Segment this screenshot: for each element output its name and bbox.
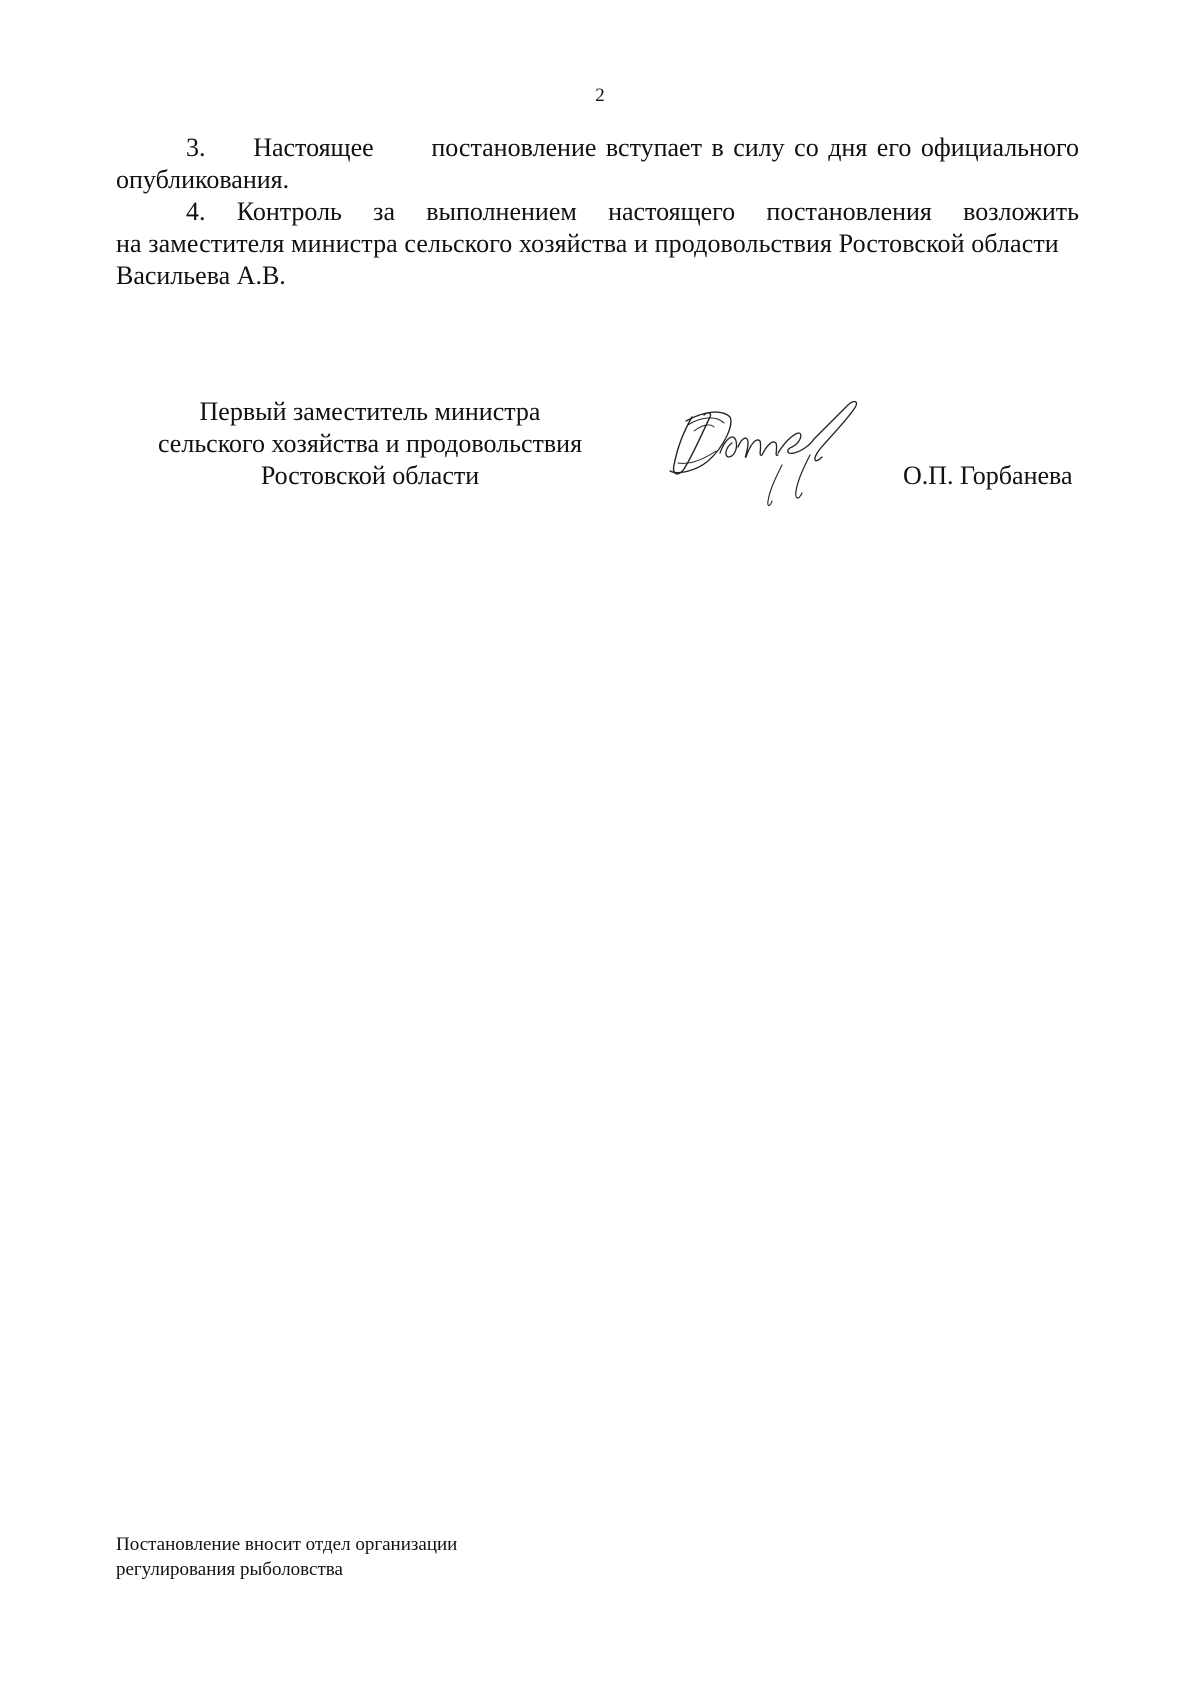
- paragraph-3-number: 3.: [186, 133, 206, 162]
- paragraph-4-word: за: [373, 197, 395, 226]
- signer-title-line: Ростовской области: [260, 461, 480, 490]
- paragraph-4-line-2: на заместителя министра сельского хозяйства и продовольствия Ростовской области: [116, 229, 1059, 258]
- footer-note: [116, 1532, 457, 1582]
- paragraph-3-line-2: опубликования.: [116, 165, 290, 194]
- paragraph-3-rest: постановление вступает в силу со дня его официального: [431, 133, 1079, 162]
- paragraph-4-word: постановления: [766, 197, 932, 226]
- signer-title-line: Первый заместитель министра: [199, 397, 541, 426]
- paragraph-3-line-1: [116, 132, 1079, 164]
- paragraph-4-line-1: [116, 196, 1079, 228]
- paragraph-4-word: Контроль: [236, 197, 342, 226]
- paragraph-4-word: возложить: [963, 197, 1079, 226]
- signer-title: [130, 396, 610, 492]
- paragraph-4-word: настоящего: [608, 197, 736, 226]
- paragraph-4-line-3: Васильева А.В.: [116, 261, 286, 290]
- paragraph-4-word: выполнением: [426, 197, 577, 226]
- footer-note-line: Постановление вносит отдел организации: [116, 1534, 458, 1555]
- page-number: 2: [595, 85, 605, 106]
- paragraph-3-word: Настоящее: [253, 133, 374, 162]
- document-body: [116, 132, 1079, 292]
- signer-name: О.П. Горбанева: [903, 461, 1073, 490]
- signer-title-line: сельского хозяйства и продовольствия: [157, 429, 583, 458]
- handwritten-signature: [664, 395, 886, 513]
- footer-note-line: регулирования рыболовства: [116, 1559, 343, 1580]
- paragraph-4-number: 4.: [186, 197, 206, 226]
